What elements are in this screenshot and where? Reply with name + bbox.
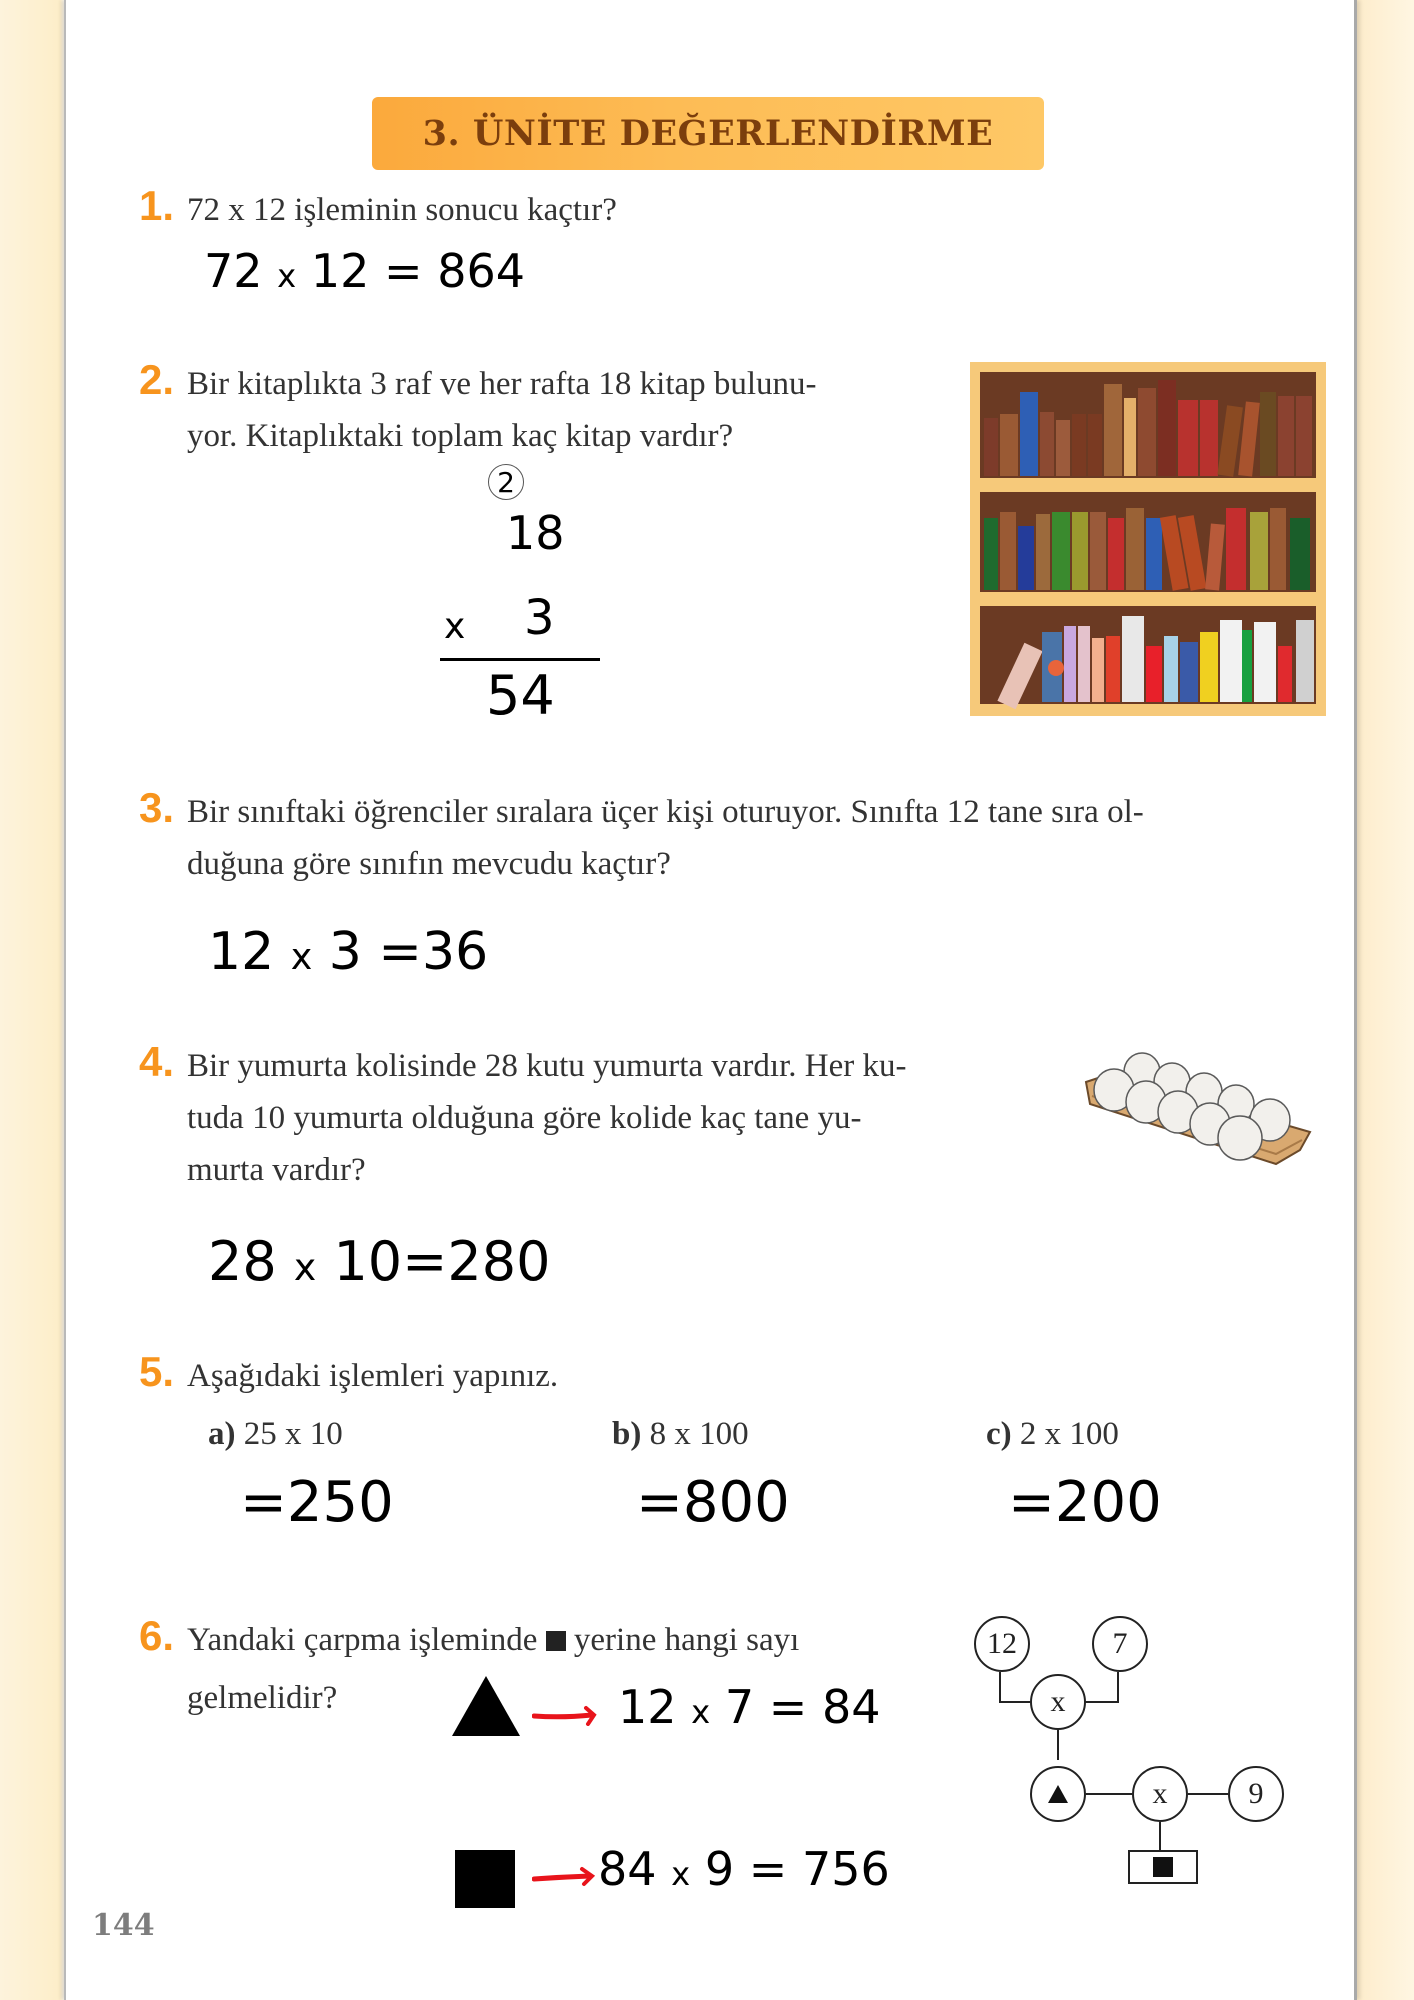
question-text: Aşağıdaki işlemleri yapınız. <box>187 1358 559 1394</box>
question-number: 4. <box>139 1038 175 1085</box>
question-1 <box>139 182 617 236</box>
question-text: yerine hangi sayı <box>573 1622 800 1658</box>
node-triangle <box>1030 1766 1086 1822</box>
unit-header-banner <box>372 97 1044 170</box>
part-label: b) <box>612 1416 642 1452</box>
operand: 72 <box>204 244 263 298</box>
node-7 <box>1092 1616 1148 1672</box>
result: 864 <box>437 244 526 298</box>
node-multiply-1 <box>1030 1674 1086 1730</box>
triangle-icon <box>1048 1785 1068 1803</box>
times-sign: x <box>293 1245 317 1289</box>
node-label: 12 <box>987 1627 1017 1660</box>
carry-circle <box>488 464 524 500</box>
bookshelf-image <box>970 362 1326 716</box>
red-arrow-icon <box>532 1866 598 1888</box>
node-label: x <box>1152 1777 1168 1810</box>
part-c-answer: =200 <box>1008 1470 1162 1535</box>
node-square-box <box>1128 1850 1198 1884</box>
red-arrow-icon <box>532 1704 598 1726</box>
operand: 10 <box>333 1230 403 1293</box>
question-text-line: murta vardır? <box>187 1152 366 1188</box>
part-label: c) <box>986 1416 1012 1452</box>
operand: 3 <box>328 922 362 982</box>
question-text: Yandaki çarpma işleminde <box>187 1622 538 1658</box>
operand: 9 <box>704 1842 735 1896</box>
filled-square-icon <box>546 1631 566 1651</box>
equals-sign: = <box>384 244 423 298</box>
part-c <box>986 1408 1119 1460</box>
times-sign: x <box>691 1693 711 1731</box>
operand: 12 <box>208 922 275 982</box>
question-4 <box>139 1038 906 1196</box>
answer-1 <box>204 244 525 298</box>
question-text: 72 x 12 işleminin sonucu kaçtır? <box>187 192 617 228</box>
result: 756 <box>801 1842 890 1896</box>
question-text-line: Bir yumurta kolisinde 28 kutu yumurta vardır. Her ku- <box>187 1048 907 1084</box>
page-number: 144 <box>92 1908 155 1943</box>
triangle-icon <box>452 1676 520 1736</box>
question-text-line: tuda 10 yumurta olduğuna göre kolide kaç tane yu- <box>187 1100 862 1136</box>
question-number: 1. <box>139 182 175 229</box>
times-sign: x <box>290 935 313 978</box>
part-b <box>612 1408 749 1460</box>
part-b-answer: =800 <box>636 1470 790 1535</box>
part-a <box>208 1408 343 1460</box>
part-expression: 25 x 10 <box>243 1416 343 1452</box>
operand: 28 <box>208 1230 277 1293</box>
node-9 <box>1228 1766 1284 1822</box>
equals-sign: = <box>748 1842 788 1896</box>
question-text-line <box>187 1614 799 1666</box>
carry-digit: 2 <box>497 465 515 499</box>
operand: 12 <box>310 244 370 298</box>
question-text-line: Bir sınıftaki öğrenciler sıralara üçer kişi oturuyor. Sınıfta 12 tane sıra ol- <box>187 794 1144 830</box>
operand: 12 <box>618 1680 677 1734</box>
multiplicand: 18 <box>506 506 565 560</box>
multiplication-diagram <box>972 1626 1332 1886</box>
sum-line <box>440 658 600 661</box>
filled-square-icon <box>1153 1857 1173 1877</box>
question-number: 6. <box>139 1612 175 1659</box>
times-sign: x <box>671 1855 691 1893</box>
node-label: 9 <box>1248 1777 1264 1810</box>
part-a-answer: =250 <box>240 1470 394 1535</box>
square-calc <box>598 1842 890 1896</box>
product-result: 54 <box>486 664 555 727</box>
node-label: x <box>1050 1685 1066 1718</box>
equals-sign: = <box>402 1230 448 1293</box>
result: 36 <box>421 922 489 982</box>
result: 280 <box>447 1230 551 1293</box>
equals-sign: = <box>378 922 422 982</box>
question-5 <box>139 1348 558 1402</box>
node-label: 7 <box>1112 1627 1128 1660</box>
question-number: 3. <box>139 784 175 831</box>
equals-sign: = <box>768 1680 808 1734</box>
question-number: 5. <box>139 1348 175 1395</box>
part-expression: 2 x 100 <box>1019 1416 1119 1452</box>
textbook-page <box>64 0 1357 2000</box>
times-sign: x <box>444 606 466 647</box>
question-text-line: yor. Kitaplıktaki toplam kaç kitap vardır? <box>187 418 734 454</box>
unit-header-title: 3. ÜNİTE DEĞERLENDİRME <box>422 113 994 154</box>
answer-4 <box>208 1230 550 1293</box>
operand: 84 <box>598 1842 657 1896</box>
part-label: a) <box>208 1416 236 1452</box>
times-sign: x <box>277 257 297 295</box>
answer-3 <box>208 922 488 982</box>
part-expression: 8 x 100 <box>649 1416 749 1452</box>
question-number: 2. <box>139 356 175 403</box>
question-3 <box>139 784 1144 890</box>
multiplier: 3 <box>524 590 555 646</box>
square-icon <box>455 1850 515 1908</box>
egg-tray-image <box>1080 1046 1320 1176</box>
operand: 7 <box>724 1680 755 1734</box>
question-text-line: duğuna göre sınıfın mevcudu kaçtır? <box>187 846 671 882</box>
node-12 <box>974 1616 1030 1672</box>
question-2 <box>139 356 817 462</box>
question-text-line: gelmelidir? <box>187 1680 338 1716</box>
triangle-calc <box>618 1680 880 1734</box>
result: 84 <box>821 1680 881 1734</box>
node-multiply-2 <box>1132 1766 1188 1822</box>
question-text-line: Bir kitaplıkta 3 raf ve her rafta 18 kitap bulunu- <box>187 366 817 402</box>
